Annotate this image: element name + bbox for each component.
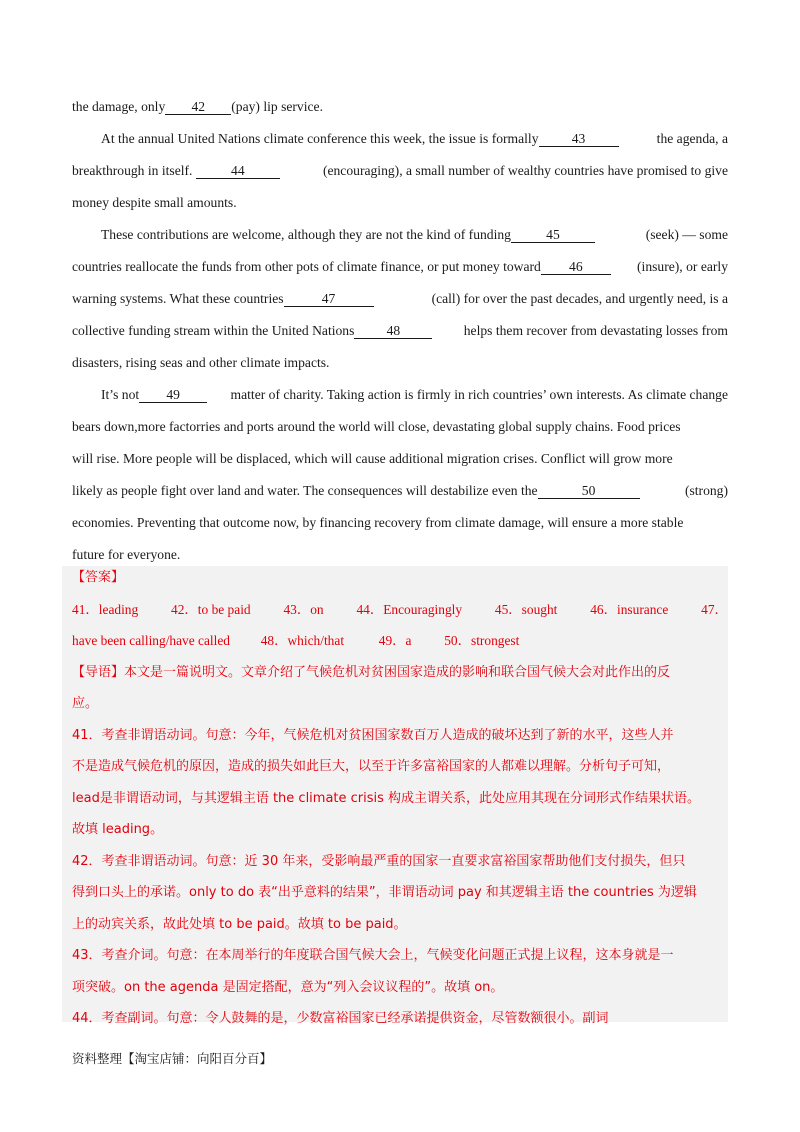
- answer-48: 48．which/that: [260, 633, 345, 648]
- explanation-42: 得到口头上的承诺。only to do 表“出乎意料的结果”，非谓语动词 pay 和其逻辑主语 the countries 为逻辑: [72, 885, 697, 900]
- passage-line: will rise. More people will be displaced, which will cause additional migration crises. Conflict will grow more: [72, 451, 673, 466]
- explanation-42: 上的动宾关系，故此处填 to be paid。故填 to be paid。: [72, 916, 407, 932]
- guide-text: 应。: [72, 696, 99, 711]
- answer-47: have been calling/have called: [72, 633, 231, 648]
- answer-47-number: 47．: [701, 601, 728, 617]
- passage-line: breakthrough in itself. 44 (encouraging), a small number of wealthy countries have promised to give: [72, 163, 728, 178]
- answer-46: 46．insurance: [590, 601, 669, 617]
- passage-line: likely as people fight over land and water. The consequences will destabilize even the 50 (strong): [72, 483, 728, 498]
- answer-50: 50．strongest: [444, 633, 520, 648]
- blank-49[interactable]: 49: [139, 388, 207, 403]
- blank-44[interactable]: 44: [196, 164, 280, 179]
- answer-row: [72, 594, 728, 626]
- answer-49: 49．a: [378, 633, 412, 648]
- passage-line: the damage, only 42 (pay) lip service.: [72, 99, 323, 114]
- blank-42[interactable]: 42: [165, 100, 231, 115]
- answer-row: [72, 625, 728, 657]
- answer-43: 43．on: [283, 601, 324, 617]
- passage-line: These contributions are welcome, although they are not the kind of funding 45 (seek) — some: [101, 227, 728, 242]
- explanation-41: lead是非谓语动词，与其逻辑主语 the climate crisis 构成主谓关系，此处应用其现在分词形式作结果状语。: [72, 790, 701, 806]
- passage: [72, 91, 728, 571]
- answer-44: 44．Encouragingly: [356, 601, 463, 617]
- answer-41: 41．leading: [72, 601, 139, 617]
- blank-48[interactable]: 48: [354, 324, 432, 339]
- blank-47[interactable]: 47: [284, 292, 374, 307]
- answer-45: 45．sought: [494, 601, 558, 617]
- passage-line: It’s not 49 matter of charity. Taking action is firmly in rich countries’ own interests. As climate change: [101, 387, 728, 402]
- passage-line: disasters, rising seas and other climate impacts.: [72, 355, 330, 370]
- passage-line: economies. Preventing that outcome now, by financing recovery from climate damage, will ensure a more stable: [72, 515, 684, 530]
- explanation-42: 42．考查非谓语动词。句意：近 30 年来，受影响最严重的国家一直要求富裕国家帮助他们支付损失，但只: [72, 853, 686, 869]
- explanation-43: 项突破。on the agenda 是固定搭配，意为“列入会议议程的”。故填 on。: [72, 979, 504, 995]
- answer-42: 42．to be paid: [171, 601, 251, 617]
- passage-line: countries reallocate the funds from other pots of climate finance, or put money toward 46 (insure), or early: [72, 259, 728, 274]
- explanation-43: 43．考查介词。句意：在本周举行的年度联合国气候大会上，气候变化问题正式提上议程，这本身就是一: [72, 948, 674, 963]
- passage-line: bears down,more factorries and ports around the world will close, devastating global supply chains. Food prices: [72, 419, 681, 434]
- explanation-44: 44．考查副词。句意：令人鼓舞的是，少数富裕国家已经承诺提供资金，尽管数额很小。副词: [72, 1011, 609, 1026]
- blank-45[interactable]: 45: [511, 228, 595, 243]
- blank-50[interactable]: 50: [538, 484, 640, 499]
- blank-43[interactable]: 43: [539, 132, 619, 147]
- explanation-41: 故填 leading。: [72, 822, 164, 837]
- passage-line: future for everyone.: [72, 547, 181, 562]
- passage-line: collective funding stream within the United Nations 48 helps them recover from devastating losses from: [72, 323, 728, 338]
- guide-text: 【导语】本文是一篇说明文。文章介绍了气候危机对贫困国家造成的影响和联合国气候大会对此作出的反: [72, 664, 671, 680]
- answer-section: [72, 562, 728, 1035]
- blank-46[interactable]: 46: [541, 260, 611, 275]
- passage-line: At the annual United Nations climate conference this week, the issue is formally 43 the agenda, a: [101, 131, 728, 146]
- passage-line: warning systems. What these countries 47 (call) for over the past decades, and urgently need, is a: [72, 291, 728, 306]
- footer-note: 资料整理【淘宝店铺：向阳百分百】: [72, 1051, 273, 1066]
- answer-heading: 【答案】: [72, 570, 125, 585]
- passage-line: money despite small amounts.: [72, 195, 237, 210]
- explanation-41: 41．考查非谓语动词。句意：今年，气候危机对贫困国家数百万人造成的破坏达到了新的水平，这些人并: [72, 727, 674, 743]
- explanation-41: 不是造成气候危机的原因，造成的损失如此巨大，以至于许多富裕国家的人都难以理解。分析句子可知，: [72, 759, 671, 774]
